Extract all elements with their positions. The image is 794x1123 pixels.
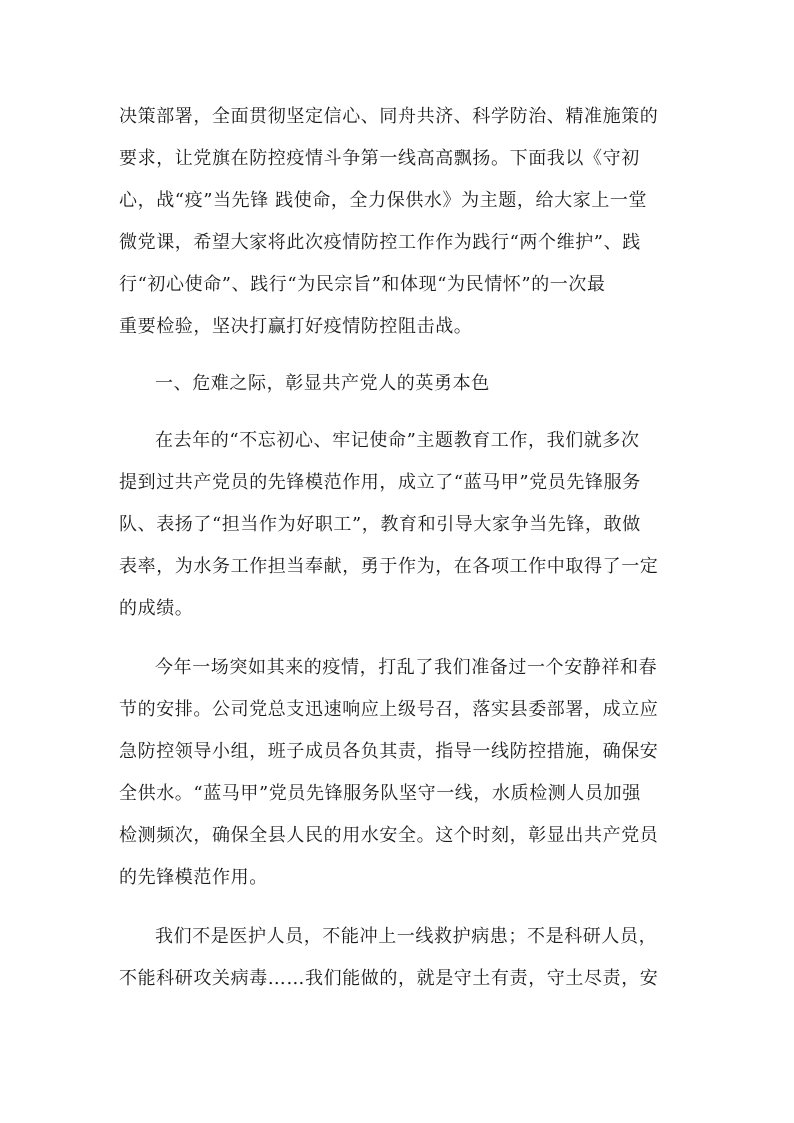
- paragraph-line: 节的安排。公司党总支迅速响应上级号召，落实县委部署，成立应: [119, 699, 659, 720]
- paragraph-line: 决策部署，全面贯彻坚定信心、同舟共济、科学防治、精准施策的: [119, 106, 659, 127]
- paragraph-line: 的成绩。: [119, 598, 194, 619]
- paragraph-line: 重要检验，坚决打赢打好疫情防控阻击战。: [119, 316, 473, 337]
- paragraph-line: 的先锋模范作用。: [119, 867, 268, 888]
- paragraph-line: 心，战“疫”当先锋 践使命，全力保供水》为主题，给大家上一堂: [119, 190, 648, 211]
- paragraph-line: 全供水。“蓝马甲”党员先锋服务队坚守一线，水质检测人员加强: [119, 783, 641, 804]
- paragraph-line: 我们不是医护人员，不能冲上一线救护病患；不是科研人员，: [155, 926, 658, 947]
- paragraph-line: 不能科研攻关病毒……我们能做的，就是守土有责，守土尽责，安: [119, 968, 659, 989]
- paragraph-line: 提到过共产党员的先锋模范作用，成立了“蓝马甲”党员先锋服务: [119, 472, 641, 493]
- paragraph-line: 在去年的“不忘初心、牢记使命”主题教育工作，我们就多次: [155, 430, 640, 451]
- paragraph-line: 要求，让党旗在防控疫情斗争第一线高高飘扬。下面我以《守初: [119, 148, 640, 169]
- paragraph-line: 今年一场突如其来的疫情，打乱了我们准备过一个安静祥和春: [155, 657, 658, 678]
- section-heading: 一、危难之际，彰显共产党人的英勇本色: [155, 373, 490, 394]
- paragraph-line: 队、表扬了“担当作为好职工”，教育和引导大家争当先锋，敢做: [119, 514, 641, 535]
- paragraph-line: 急防控领导小组，班子成员各负其责，指导一线防控措施，确保安: [119, 741, 659, 762]
- paragraph-line: 表率，为水务工作担当奉献，勇于作为，在各项工作中取得了一定: [119, 556, 659, 577]
- paragraph-line: 微党课，希望大家将此次疫情防控工作作为践行“两个维护”、践: [119, 232, 641, 253]
- paragraph-line: 行“初心使命”、践行“为民宗旨”和体现“为民情怀”的一次最: [119, 274, 606, 295]
- paragraph-line: 检测频次，确保全县人民的用水安全。这个时刻，彰显出共产党员: [119, 825, 659, 846]
